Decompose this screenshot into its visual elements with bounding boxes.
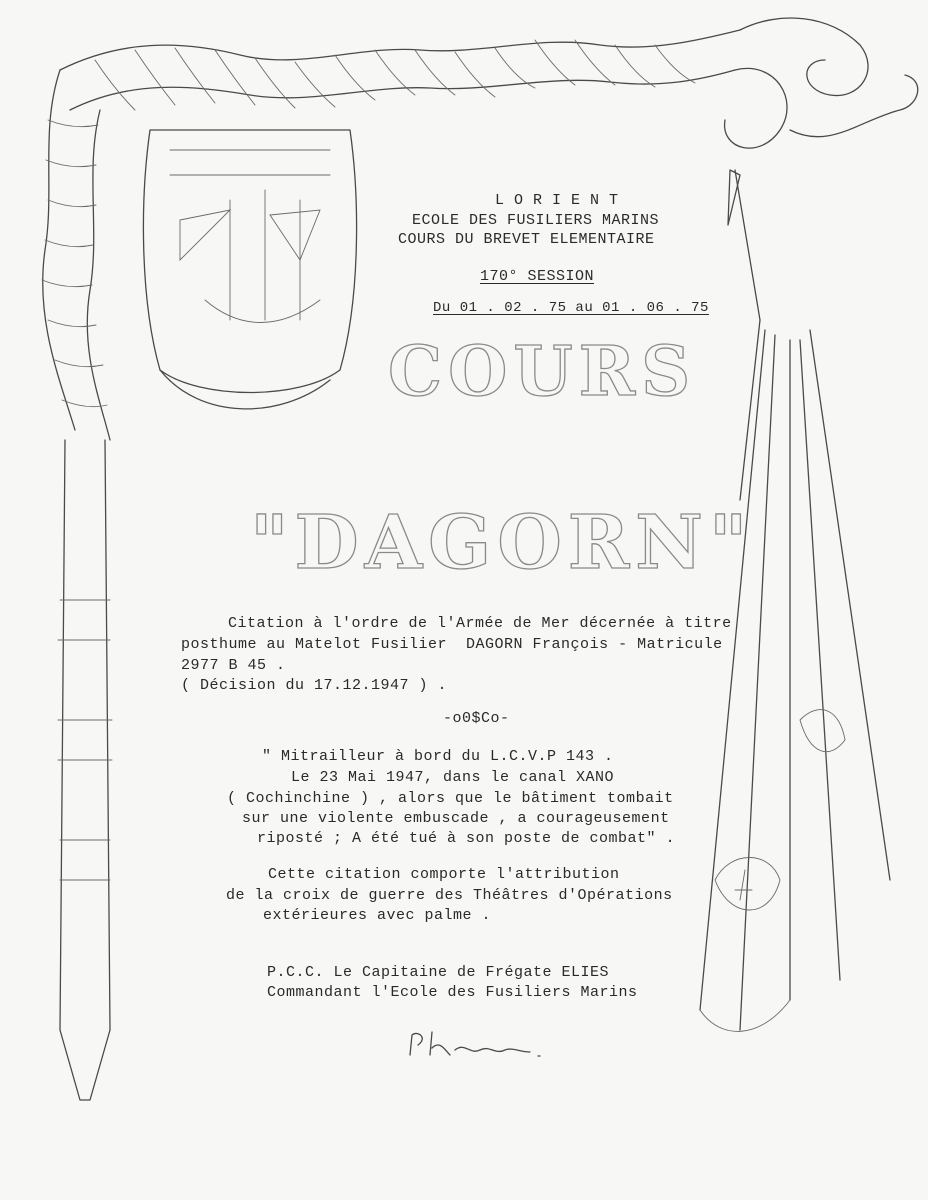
signature-line-2: Commandant l'Ecole des Fusiliers Marins (267, 984, 638, 1001)
title-dagorn: "DAGORN" (250, 500, 754, 586)
ornamental-pole-icon (58, 440, 112, 1100)
title-cours: COURS (388, 332, 697, 412)
citation-line-4: ( Décision du 17.12.1947 ) . (181, 677, 448, 694)
award-line-2: de la croix de guerre des Théâtres d'Opérations (226, 887, 673, 904)
quote-line-5: riposté ; A été tué à son poste de combat" . (257, 830, 676, 847)
citation-line-3: 2977 B 45 . (181, 657, 286, 674)
header-dates: Du 01 . 02 . 75 au 01 . 06 . 75 (433, 300, 709, 316)
braided-rope-top-icon (60, 18, 918, 148)
quote-line-3: ( Cochinchine ) , alors que le bâtiment tombait (227, 790, 674, 807)
ship-crest-icon (143, 130, 356, 409)
award-line-1: Cette citation comporte l'attribution (268, 866, 620, 883)
braided-rope-left-icon (42, 70, 110, 440)
signature-line-1: P.C.C. Le Capitaine de Frégate ELIES (267, 964, 610, 981)
award-line-3: extérieures avec palme . (263, 907, 492, 924)
furled-flag-icon (700, 330, 890, 1031)
citation-line-1: Citation à l'ordre de l'Armée de Mer décernée à titre (228, 615, 732, 632)
header-city: L O R I E N T (495, 192, 619, 209)
handwritten-signature-icon (410, 1032, 540, 1056)
citation-line-2: posthume au Matelot Fusilier DAGORN François - Matricule (181, 636, 723, 653)
header-course: COURS DU BREVET ELEMENTAIRE (398, 231, 655, 248)
pike-icon (728, 170, 760, 500)
header-school: ECOLE DES FUSILIERS MARINS (412, 212, 660, 229)
separator: -o0$Co- (443, 710, 510, 727)
quote-line-2: Le 23 Mai 1947, dans le canal XANO (291, 769, 615, 786)
header-session: 170° SESSION (480, 268, 595, 285)
quote-line-4: sur une violente embuscade , a courageusement (242, 810, 670, 827)
quote-line-1: " Mitrailleur à bord du L.C.V.P 143 . (262, 748, 614, 765)
